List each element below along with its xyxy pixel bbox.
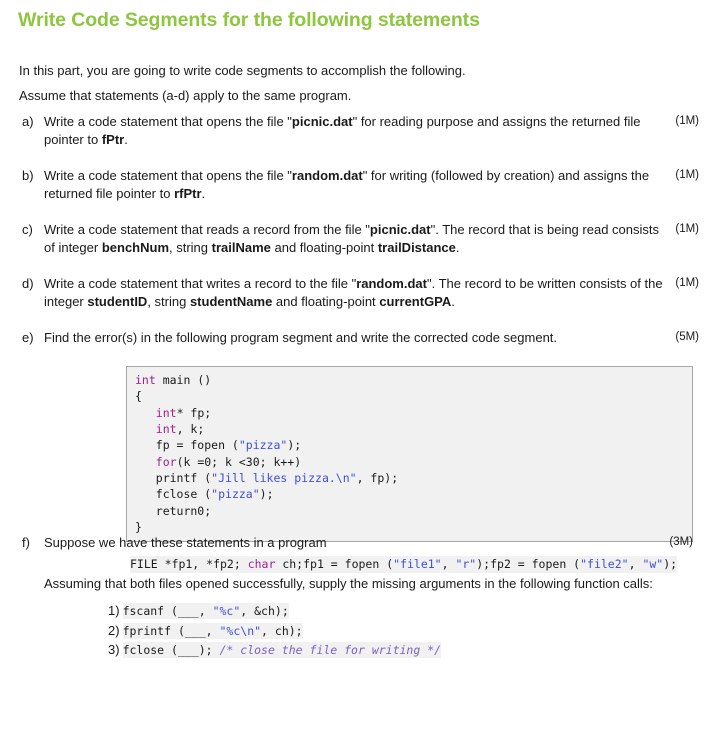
question-item-c bbox=[0, 221, 717, 258]
function-call-item bbox=[108, 621, 717, 641]
function-call-code: fscanf (___, "%c", &ch); bbox=[122, 604, 289, 619]
section-f-assume: Assuming that both files opened successfully, supply the missing arguments in the following function calls: bbox=[44, 575, 653, 591]
function-call-code: fclose (___); /* close the file for writing */ bbox=[122, 643, 442, 658]
function-call-list bbox=[0, 601, 717, 660]
section-f bbox=[0, 534, 717, 660]
question-item-b bbox=[0, 167, 717, 204]
question-label: b) bbox=[22, 167, 34, 183]
section-f-intro-text: Suppose we have these statements in a program bbox=[44, 535, 327, 550]
question-text: Write a code statement that writes a record to the file "random.dat". The record to be written consists of the integer studentID, string studentName and floating-point currentGPA. bbox=[44, 275, 663, 310]
function-call-number: 3) bbox=[108, 642, 120, 658]
question-label: c) bbox=[22, 221, 33, 237]
section-f-intro-row bbox=[0, 534, 717, 552]
question-marks: (5M) bbox=[675, 330, 699, 343]
intro-line-2: Assume that statements (a-d) apply to the same program. bbox=[19, 88, 352, 103]
intro-line-1: In this part, you are going to write code segments to accomplish the following. bbox=[19, 63, 466, 78]
section-f-code bbox=[0, 556, 717, 572]
section-f-code-content: FILE *fp1, *fp2; char ch;fp1 = fopen ("file1", "r");fp2 = fopen ("file2", "w"); bbox=[130, 557, 678, 572]
question-marks: (1M) bbox=[675, 168, 699, 181]
code-block-e bbox=[126, 366, 693, 542]
question-marks: (1M) bbox=[675, 276, 699, 289]
function-call-item bbox=[108, 640, 717, 660]
question-label: e) bbox=[22, 329, 34, 345]
function-call-number: 2) bbox=[108, 622, 120, 638]
question-item-a bbox=[0, 113, 717, 150]
question-text: Write a code statement that opens the file "random.dat" for writing (followed by creation) and assigns the returned file pointer to rfPtr. bbox=[44, 167, 650, 202]
section-f-label: f) bbox=[22, 535, 30, 550]
code-block-e-content: int main () { int* fp; int, k; fp = fopen ("pizza"); for(k =0; k <30; k++) printf ("Jill likes pizza.\n", fp); fclose ("pizza"); return0; } bbox=[135, 373, 399, 534]
section-f-marks: (3M) bbox=[669, 536, 693, 548]
question-item-e bbox=[0, 329, 717, 347]
question-text: Write a code statement that reads a record from the file "picnic.dat". The record that is being read consists of integer benchNum, string trailName and floating-point trailDistance. bbox=[44, 221, 659, 256]
page-title: Write Code Segments for the following statements bbox=[18, 9, 480, 31]
question-list bbox=[0, 113, 717, 364]
question-text: Find the error(s) in the following program segment and write the corrected code segment. bbox=[44, 329, 558, 345]
question-text: Write a code statement that opens the file "picnic.dat" for reading purpose and assigns the returned file pointer to fPtr. bbox=[44, 114, 641, 148]
question-marks: (1M) bbox=[675, 222, 699, 235]
question-marks: (1M) bbox=[675, 115, 699, 127]
function-call-item bbox=[108, 601, 717, 621]
function-call-number: 1) bbox=[108, 603, 120, 619]
function-call-code: fprintf (___, "%c\n", ch); bbox=[122, 623, 303, 638]
question-label: d) bbox=[22, 275, 34, 291]
question-label: a) bbox=[22, 114, 34, 129]
question-item-d bbox=[0, 275, 717, 312]
